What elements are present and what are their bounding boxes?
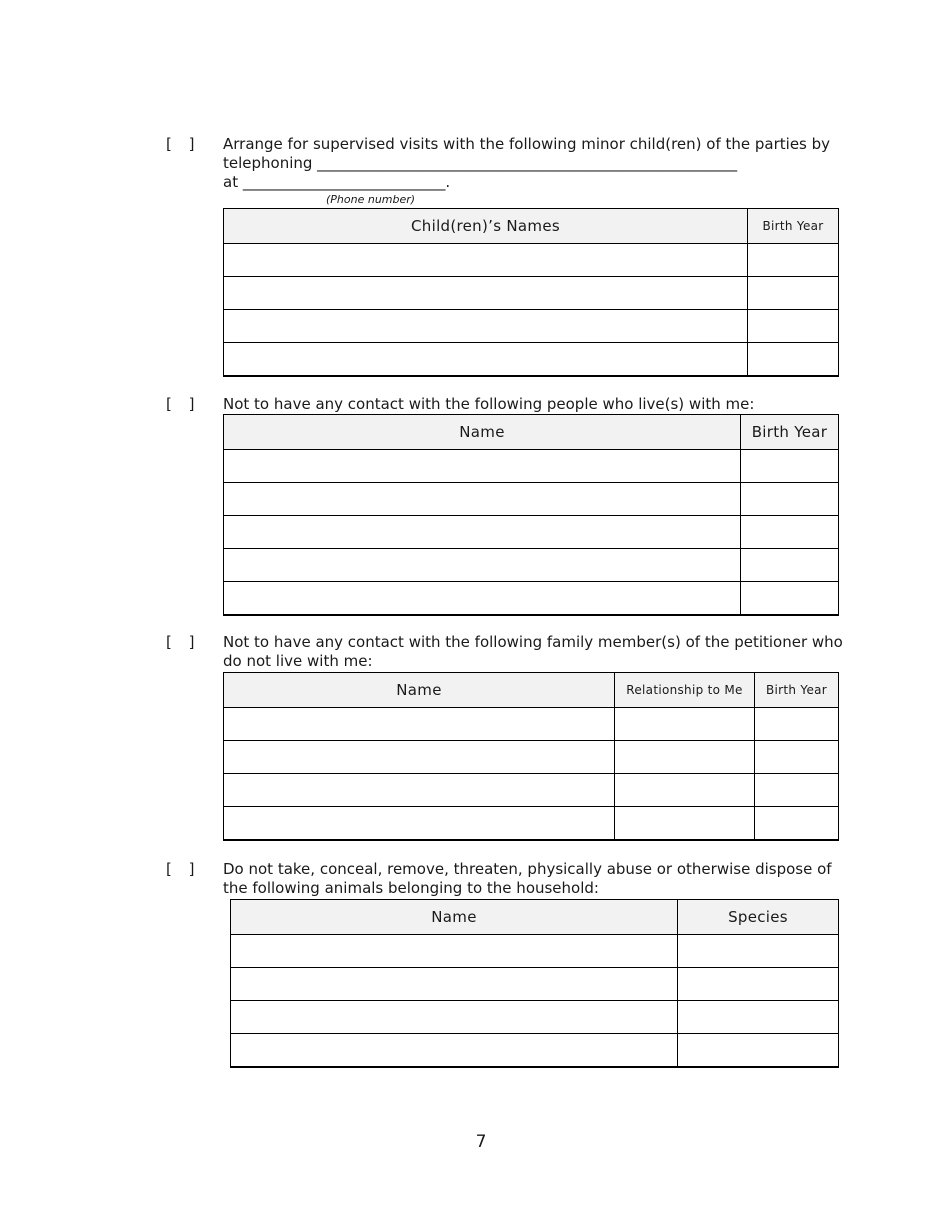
checkbox-no-contact-family[interactable]: [ ]: [166, 633, 201, 651]
child-name-cell[interactable]: [224, 277, 748, 310]
name-cell[interactable]: [224, 807, 615, 841]
header-birth-year: Birth Year: [748, 209, 839, 244]
child-name-cell[interactable]: [224, 244, 748, 277]
table-row: [231, 935, 839, 968]
birth-year-cell[interactable]: [755, 774, 839, 807]
table-row: [224, 741, 839, 774]
text-line: do not live with me:: [223, 652, 373, 670]
birth-year-cell[interactable]: [741, 516, 839, 549]
relationship-cell[interactable]: [615, 774, 755, 807]
table-row: [224, 774, 839, 807]
text-line: the following animals belonging to the household:: [223, 879, 599, 897]
name-cell[interactable]: [224, 483, 741, 516]
name-cell[interactable]: [231, 1001, 678, 1034]
header-birth-year: Birth Year: [755, 673, 839, 708]
birth-year-cell[interactable]: [741, 450, 839, 483]
birth-year-cell[interactable]: [755, 708, 839, 741]
table-row: [224, 450, 839, 483]
checkbox-supervised-visits[interactable]: [ ]: [166, 135, 201, 153]
table-row: [224, 516, 839, 549]
child-name-cell[interactable]: [224, 310, 748, 343]
species-cell[interactable]: [678, 968, 839, 1001]
checkbox-no-contact-household[interactable]: [ ]: [166, 395, 201, 413]
table-row: [224, 582, 839, 616]
text-line: Not to have any contact with the following family member(s) of the petitioner who: [223, 633, 843, 651]
children-table: [223, 208, 839, 377]
no-contact-family-text: [223, 633, 843, 671]
name-cell[interactable]: [231, 1034, 678, 1068]
header-name: Name: [224, 415, 741, 450]
birth-year-cell[interactable]: [755, 741, 839, 774]
birth-year-cell[interactable]: [748, 310, 839, 343]
phone-number-label: (Phone number): [326, 193, 416, 206]
table-row: [231, 968, 839, 1001]
header-relationship: Relationship to Me: [615, 673, 755, 708]
header-species: Species: [678, 900, 839, 935]
name-cell[interactable]: [224, 708, 615, 741]
species-cell[interactable]: [678, 1034, 839, 1068]
table-header-row: [224, 209, 839, 244]
birth-year-cell[interactable]: [741, 483, 839, 516]
birth-year-cell[interactable]: [748, 244, 839, 277]
name-cell[interactable]: [224, 741, 615, 774]
table-row: [224, 807, 839, 841]
table-row: [224, 277, 839, 310]
table-row: [224, 244, 839, 277]
birth-year-cell[interactable]: [748, 343, 839, 377]
animals-text: [223, 860, 838, 898]
name-cell[interactable]: [224, 549, 741, 582]
name-cell[interactable]: [224, 774, 615, 807]
header-name: Name: [231, 900, 678, 935]
birth-year-cell[interactable]: [741, 549, 839, 582]
family-members-table: [223, 672, 839, 841]
relationship-cell[interactable]: [615, 708, 755, 741]
household-people-table: [223, 414, 839, 616]
checkbox-animals[interactable]: [ ]: [166, 860, 201, 878]
child-name-cell[interactable]: [224, 343, 748, 377]
no-contact-household-text: [223, 395, 838, 414]
birth-year-cell[interactable]: [748, 277, 839, 310]
header-children-names: Child(ren)’s Names: [224, 209, 748, 244]
relationship-cell[interactable]: [615, 741, 755, 774]
name-cell[interactable]: [231, 968, 678, 1001]
birth-year-cell[interactable]: [741, 582, 839, 616]
table-row: [224, 708, 839, 741]
relationship-cell[interactable]: [615, 807, 755, 841]
table-row: [231, 1001, 839, 1034]
table-row: [231, 1034, 839, 1068]
table-row: [224, 483, 839, 516]
table-row: [224, 343, 839, 377]
header-name: Name: [224, 673, 615, 708]
table-row: [224, 310, 839, 343]
table-header-row: [224, 415, 839, 450]
table-row: [224, 549, 839, 582]
animals-table: [230, 899, 839, 1068]
page-number: 7: [475, 1132, 487, 1152]
name-cell[interactable]: [224, 582, 741, 616]
text-line: Not to have any contact with the following people who live(s) with me:: [223, 395, 755, 413]
header-birth-year: Birth Year: [741, 415, 839, 450]
birth-year-cell[interactable]: [755, 807, 839, 841]
at-blank-line[interactable]: at ___________________________.: [223, 173, 451, 191]
supervised-visits-text: [223, 135, 838, 192]
table-header-row: [224, 673, 839, 708]
species-cell[interactable]: [678, 1001, 839, 1034]
name-cell[interactable]: [231, 935, 678, 968]
name-cell[interactable]: [224, 450, 741, 483]
species-cell[interactable]: [678, 935, 839, 968]
text-line: Arrange for supervised visits with the following minor child(ren) of the parties by: [223, 135, 831, 153]
table-header-row: [231, 900, 839, 935]
name-cell[interactable]: [224, 516, 741, 549]
telephone-blank-line[interactable]: telephoning ________________________________________________________: [223, 154, 738, 172]
text-line: Do not take, conceal, remove, threaten, physically abuse or otherwise dispose of: [223, 860, 832, 878]
